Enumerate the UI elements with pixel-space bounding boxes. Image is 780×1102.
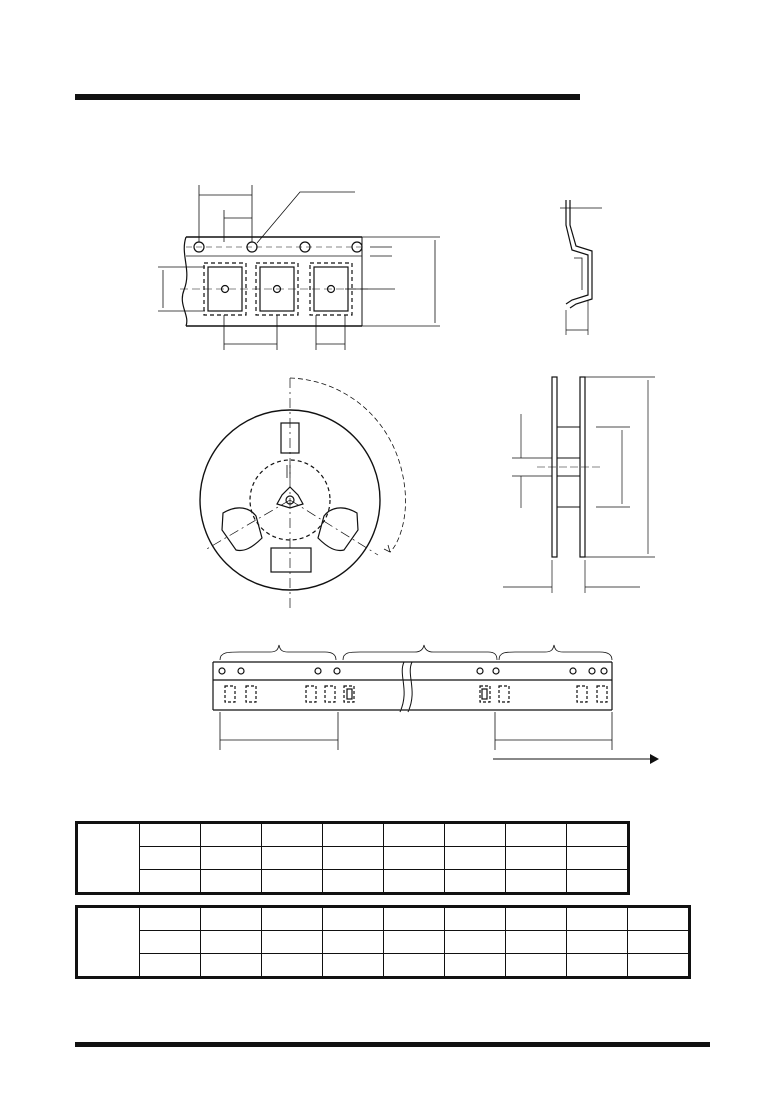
tape-leader-trailer-view [213, 645, 659, 764]
spec-table-2 [75, 905, 691, 979]
reel-side-view [503, 377, 655, 593]
reel-window [318, 508, 358, 551]
carrier-tape-top-view [158, 185, 440, 350]
reel-front-view [200, 378, 406, 612]
tape-cavity [208, 267, 242, 311]
reel-label [271, 548, 311, 572]
spec-table-1 [75, 821, 630, 895]
feed-direction-arrow-icon [650, 754, 659, 764]
footer-rule [75, 1042, 710, 1047]
reel-window [222, 508, 262, 551]
carrier-tape-section-view [560, 200, 602, 335]
